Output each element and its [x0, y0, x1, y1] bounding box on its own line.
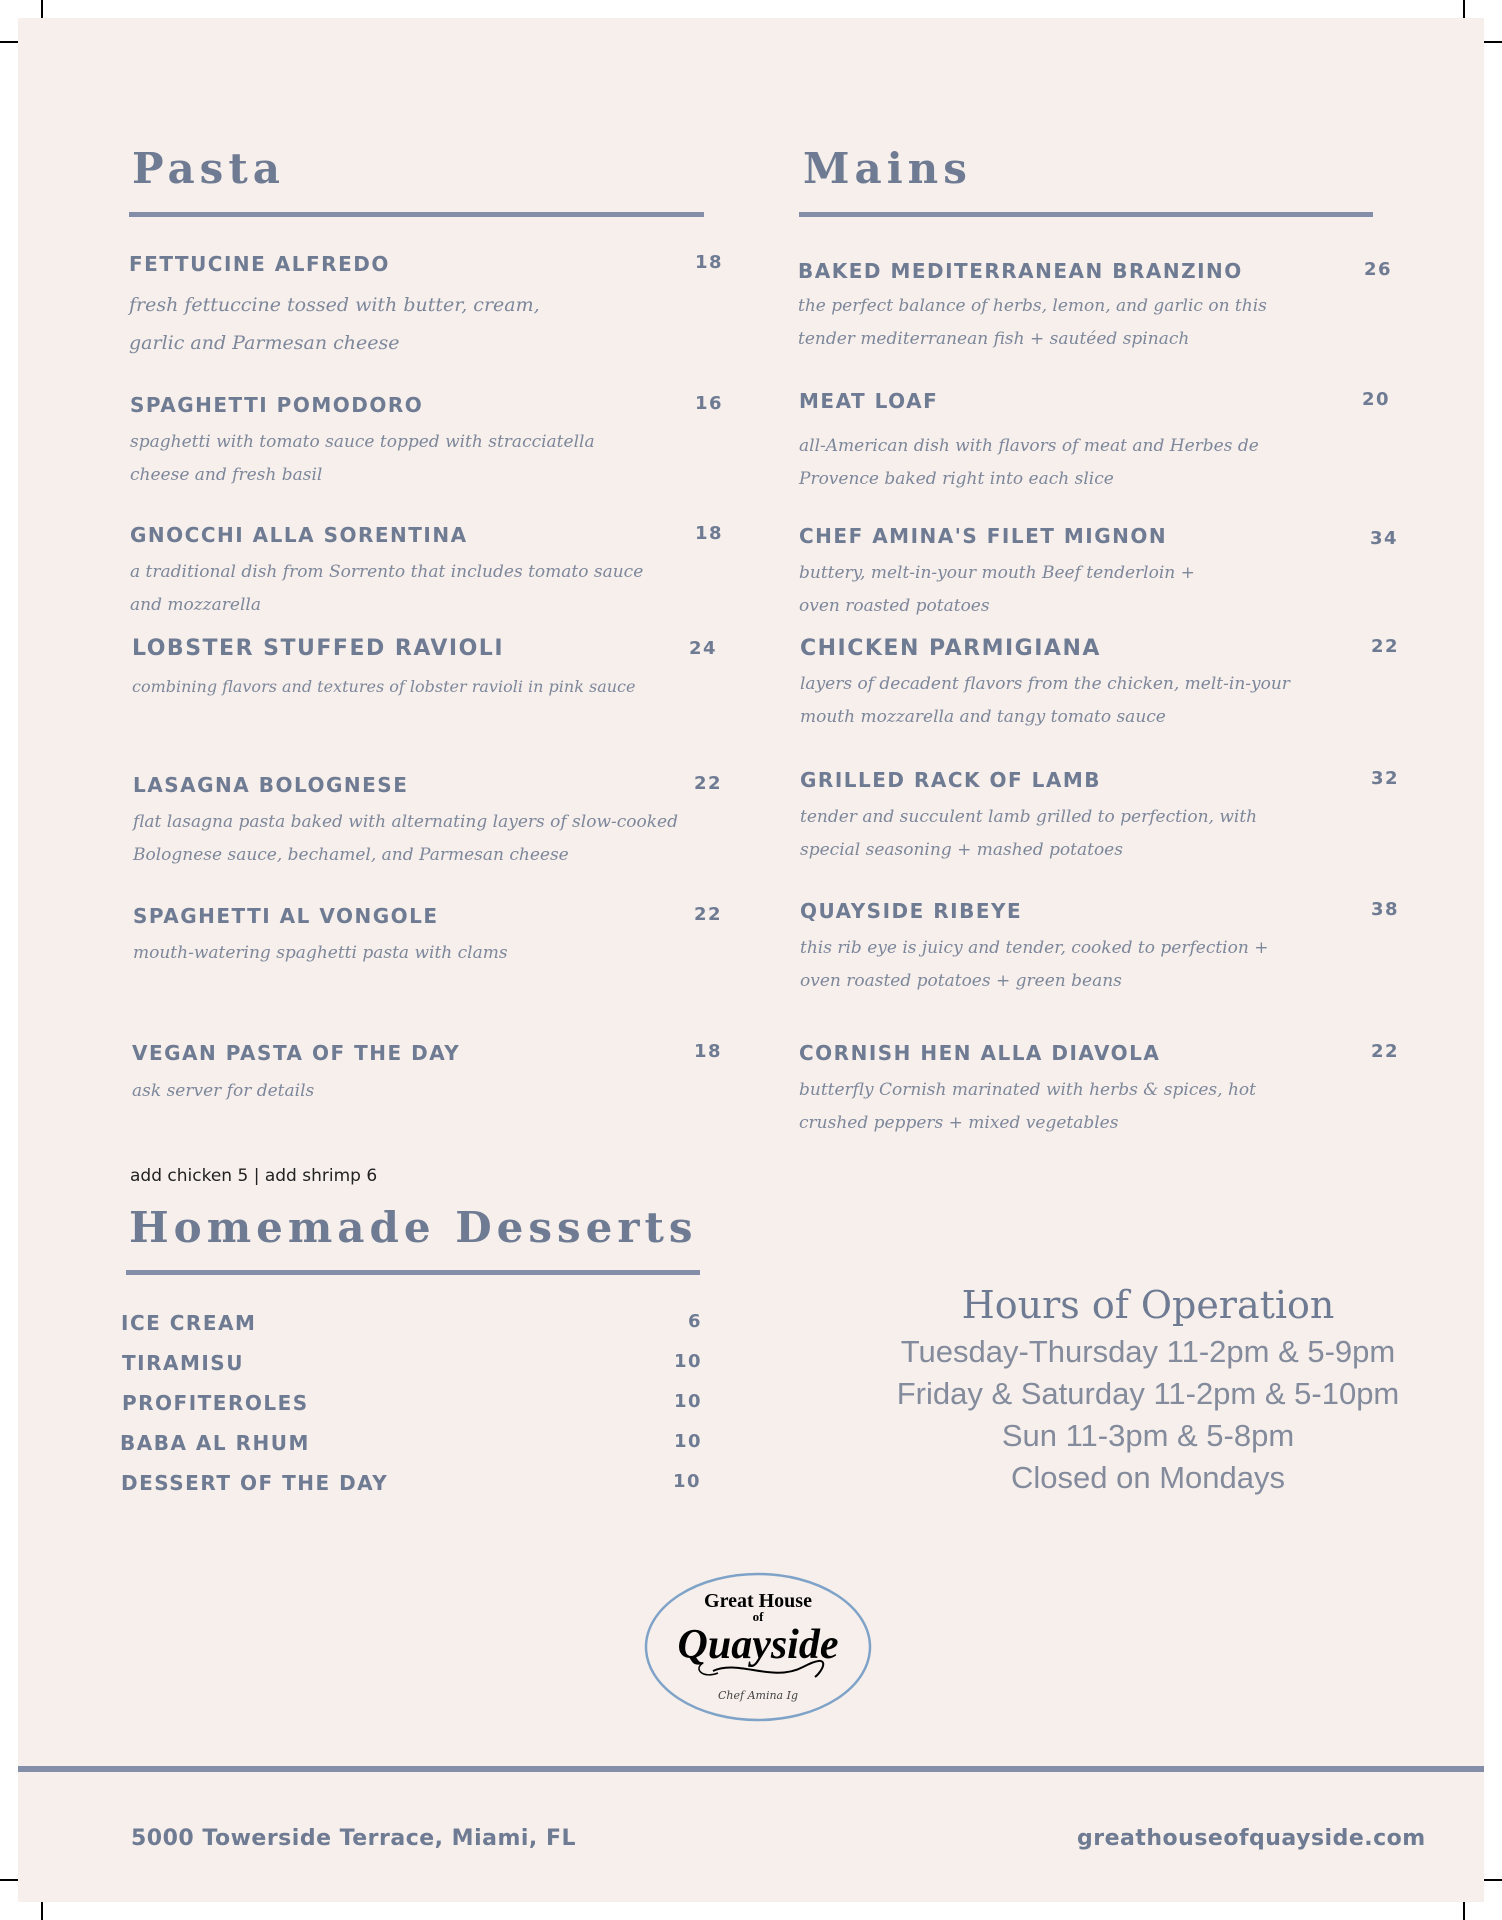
item-price: 22: [694, 904, 723, 925]
item-price: 10: [674, 1391, 703, 1412]
item-description: combining flavors and textures of lobster ravioli in pink sauce: [132, 677, 636, 696]
item-price: 16: [695, 393, 724, 414]
item-name: LOBSTER STUFFED RAVIOLI: [132, 636, 504, 661]
item-description: a traditional dish from Sorrento that includes tomato sauce and mozzarella: [130, 562, 644, 615]
footer-address: 5000 Towerside Terrace, Miami, FL: [131, 1826, 576, 1851]
desserts-title: Homemade Desserts: [129, 1203, 698, 1252]
menu-page: [18, 18, 1484, 1902]
hours-title: Hours of Operation: [961, 1283, 1335, 1327]
item-name: SPAGHETTI AL VONGOLE: [133, 904, 439, 928]
item-name: DESSERT OF THE DAY: [121, 1471, 389, 1495]
item-description: ask server for details: [132, 1081, 315, 1101]
item-name: GRILLED RACK OF LAMB: [800, 768, 1101, 792]
item-name: VEGAN PASTA OF THE DAY: [132, 1041, 461, 1065]
item-price: 22: [1371, 1041, 1400, 1062]
item-name: LASAGNA BOLOGNESE: [133, 773, 409, 797]
item-description: buttery, melt-in-your mouth Beef tenderloin + oven roasted potatoes: [799, 563, 1195, 616]
hours-of-operation: [858, 1283, 1438, 1499]
item-price: 38: [1371, 899, 1400, 920]
item-name: BAKED MEDITERRANEAN BRANZINO: [798, 259, 1243, 283]
svg-text:Quayside: Quayside: [677, 1622, 839, 1668]
item-name: GNOCCHI ALLA SORENTINA: [130, 523, 468, 547]
item-name: FETTUCINE ALFREDO: [129, 252, 390, 276]
item-description: tender and succulent lamb grilled to perfection, with special seasoning + mashed potatoes: [800, 807, 1258, 860]
item-description: mouth-watering spaghetti pasta with clams: [133, 943, 508, 963]
item-description: this rib eye is juicy and tender, cooked to perfection + oven roasted potatoes + green beans: [800, 938, 1269, 991]
item-price: 10: [674, 1431, 703, 1452]
item-price: 22: [694, 773, 723, 794]
pasta-rule: [129, 212, 704, 217]
desserts-rule: [126, 1270, 700, 1275]
svg-text:Chef Amina Ig: Chef Amina Ig: [718, 1689, 798, 1702]
crop-mark: [1463, 1902, 1465, 1920]
crop-mark: [0, 1879, 18, 1881]
item-price: 32: [1371, 768, 1400, 789]
item-price: 18: [695, 252, 724, 273]
quayside-logo: [643, 1571, 873, 1723]
item-description: layers of decadent flavors from the chicken, melt-in-your mouth mozzarella and tangy tomato sauce: [800, 674, 1290, 727]
hours-line: Sun 11-3pm & 5-8pm: [1001, 1418, 1295, 1453]
item-price: 34: [1370, 528, 1399, 549]
item-name: MEAT LOAF: [799, 389, 939, 413]
svg-text:of: of: [752, 1609, 764, 1624]
item-description: butterfly Cornish marinated with herbs & spices, hot crushed peppers + mixed vegetables: [799, 1080, 1256, 1133]
crop-mark: [1484, 41, 1502, 43]
item-name: CORNISH HEN ALLA DIAVOLA: [799, 1041, 1161, 1065]
item-price: 22: [1371, 636, 1400, 657]
hours-line: Friday & Saturday 11-2pm & 5-10pm: [896, 1376, 1400, 1411]
svg-text:Great House: Great House: [704, 1590, 812, 1612]
crop-mark: [1484, 1879, 1502, 1881]
item-name: TIRAMISU: [122, 1351, 244, 1375]
crop-mark: [41, 0, 43, 20]
item-description: flat lasagna pasta baked with alternating layers of slow-cooked Bolognese sauce, bechamel, and Parmesan cheese: [133, 812, 678, 865]
mains-rule: [799, 212, 1373, 217]
item-description: fresh fettuccine tossed with butter, cream, garlic and Parmesan cheese: [129, 294, 540, 354]
hours-line: Closed on Mondays: [1011, 1460, 1285, 1495]
item-name: CHICKEN PARMIGIANA: [800, 636, 1101, 661]
item-name: QUAYSIDE RIBEYE: [800, 899, 1023, 923]
item-price: 18: [694, 1041, 723, 1062]
item-price: 6: [688, 1311, 703, 1332]
pasta-addons-note: add chicken 5 | add shrimp 6: [130, 1166, 378, 1186]
item-description: the perfect balance of herbs, lemon, and garlic on this tender mediterranean fish + sautéed spinach: [798, 296, 1267, 349]
footer-rule: [18, 1766, 1484, 1772]
item-name: SPAGHETTI POMODORO: [130, 393, 424, 417]
item-price: 26: [1364, 259, 1393, 280]
crop-mark: [41, 1902, 43, 1920]
item-name: CHEF AMINA'S FILET MIGNON: [799, 524, 1168, 548]
item-price: 10: [674, 1351, 703, 1372]
item-price: 18: [695, 523, 724, 544]
item-description: all-American dish with flavors of meat and Herbes de Provence baked right into each slice: [799, 436, 1259, 489]
crop-mark: [0, 41, 18, 43]
hours-line: Tuesday-Thursday 11-2pm & 5-9pm: [900, 1334, 1396, 1369]
crop-mark: [1463, 0, 1465, 20]
item-price: 24: [689, 638, 718, 659]
footer-website[interactable]: greathouseofquayside.com: [1077, 1826, 1426, 1851]
mains-title: Mains: [803, 144, 972, 193]
pasta-title: Pasta: [132, 144, 285, 193]
item-description: spaghetti with tomato sauce topped with stracciatella cheese and fresh basil: [130, 432, 595, 485]
item-price: 20: [1362, 389, 1391, 410]
item-name: BABA AL RHUM: [120, 1431, 310, 1455]
item-price: 10: [673, 1471, 702, 1492]
item-name: PROFITEROLES: [122, 1391, 309, 1415]
item-name: ICE CREAM: [121, 1311, 257, 1335]
